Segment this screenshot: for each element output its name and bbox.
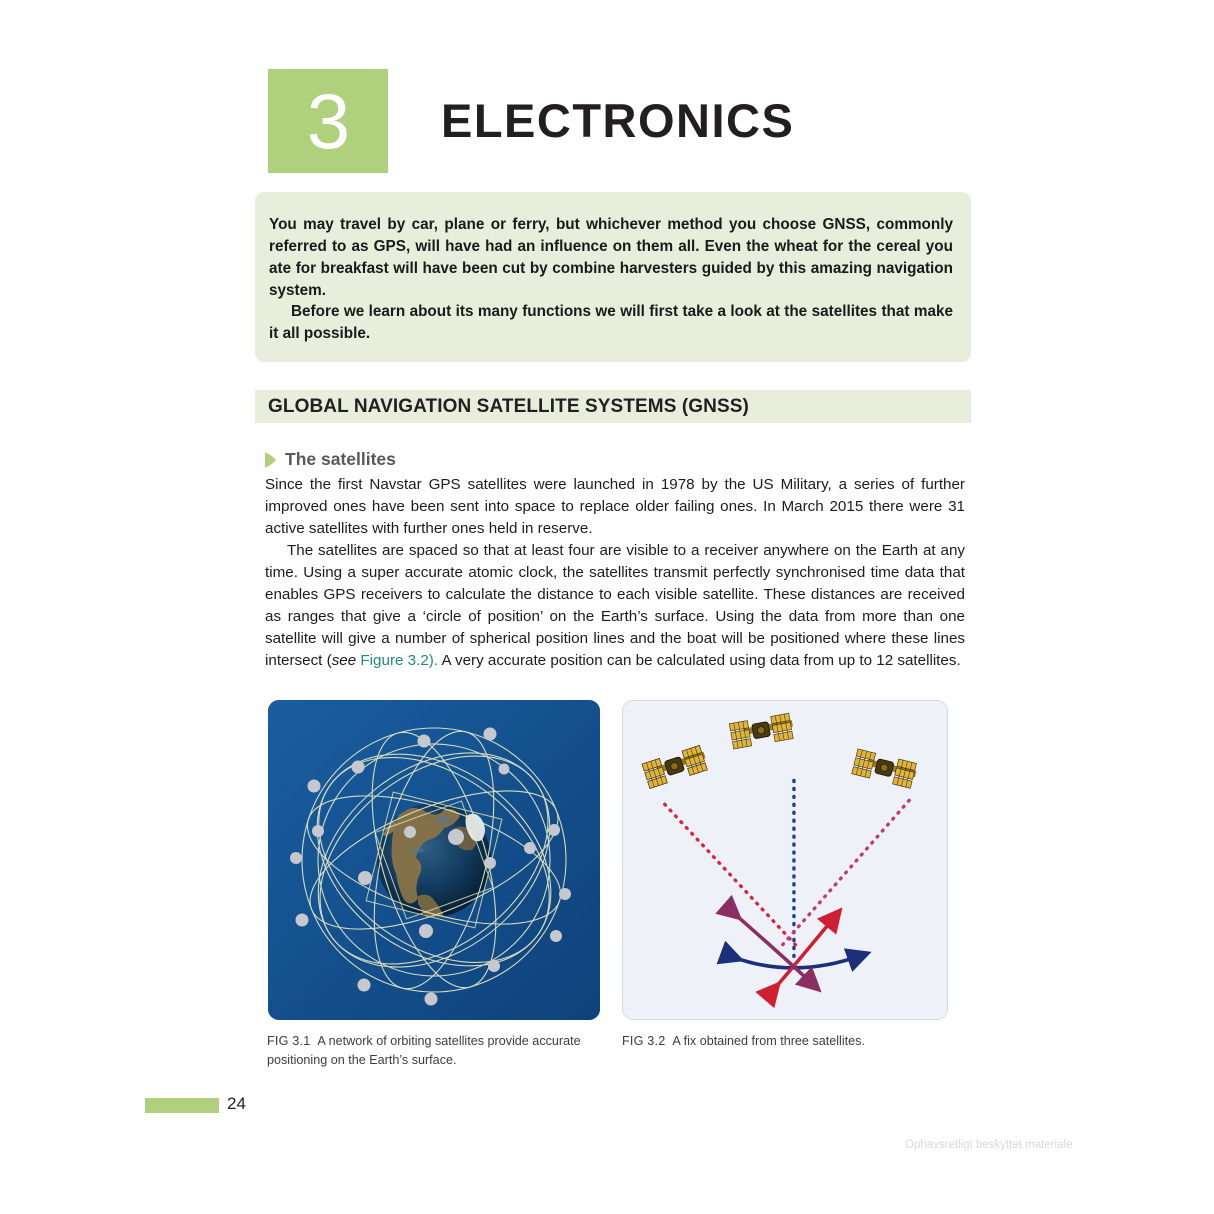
see-italic: see <box>331 652 357 670</box>
intro-callout-box <box>255 192 971 362</box>
body-paragraph-2-part-2: A very accurate position can be calculated using data from up to 12 satellites. <box>438 652 961 670</box>
figure-3-1-caption-text: A network of orbiting satellites provide accurate positioning on the Earth’s surface. <box>267 1034 581 1067</box>
triangle-bullet-icon <box>265 452 276 468</box>
body-paragraph-2-part-1: The satellites are spaced so that at least four are visible to a receiver anywhere on the Earth at any time. Using a super accurate atomic clock, the satellites transmit perfectly synchronised time data that enables GPS receivers to calculate the distance to each visible satellite. These distances are received as ranges that give a ‘circle of position’ on the Earth’s surface. Using the data from more than one satellite will give a number of spherical position lines and the boat will be positioned where these lines intersect ( <box>265 542 965 670</box>
subheading-label: The satellites <box>285 449 396 469</box>
figure-3-1-caption-label: FIG 3.1 <box>267 1034 311 1048</box>
page-title: ELECTRONICS <box>441 94 795 148</box>
intro-paragraph-1: You may travel by car, plane or ferry, but whichever method you choose GNSS, commonly referred to as GPS, will have had an influence on them all. Even the wheat for the cereal you ate for breakfast will have been cut by combine harvesters guided by this amazing navigation system. <box>269 216 953 299</box>
body-paragraph-2 <box>265 540 965 672</box>
section-header-bar <box>255 390 971 423</box>
subheading-the-satellites <box>265 449 396 470</box>
figure-3-2-caption-label: FIG 3.2 <box>622 1034 666 1048</box>
footer-accent-bar <box>145 1098 219 1113</box>
figure-3-1-image <box>268 700 600 1020</box>
figure-3-1-caption <box>267 1032 602 1070</box>
section-heading: GLOBAL NAVIGATION SATELLITE SYSTEMS (GNSS) <box>268 395 749 417</box>
copyright-watermark: Ophavsretligt beskyttet materiale <box>905 1139 1073 1151</box>
intro-paragraph-2: Before we learn about its many functions we will first take a look at the satellites that make it all possible. <box>269 303 953 343</box>
figure-3-2-link[interactable]: Figure 3.2). <box>356 652 439 670</box>
figure-3-2-image <box>622 700 948 1020</box>
figure-3-2-caption <box>622 1032 952 1051</box>
chapter-number: 3 <box>306 76 350 165</box>
body-text <box>265 474 965 672</box>
figure-3-2-caption-text: A fix obtained from three satellites. <box>672 1034 865 1048</box>
body-paragraph-1: Since the first Navstar GPS satellites were launched in 1978 by the US Military, a series of further improved ones have been sent into space to replace older failing ones. In March 2015 there were 31 active satellites with further ones held in reserve. <box>265 476 965 538</box>
page-number: 24 <box>227 1094 246 1113</box>
chapter-number-badge <box>268 69 388 173</box>
chapter-header <box>268 62 794 180</box>
